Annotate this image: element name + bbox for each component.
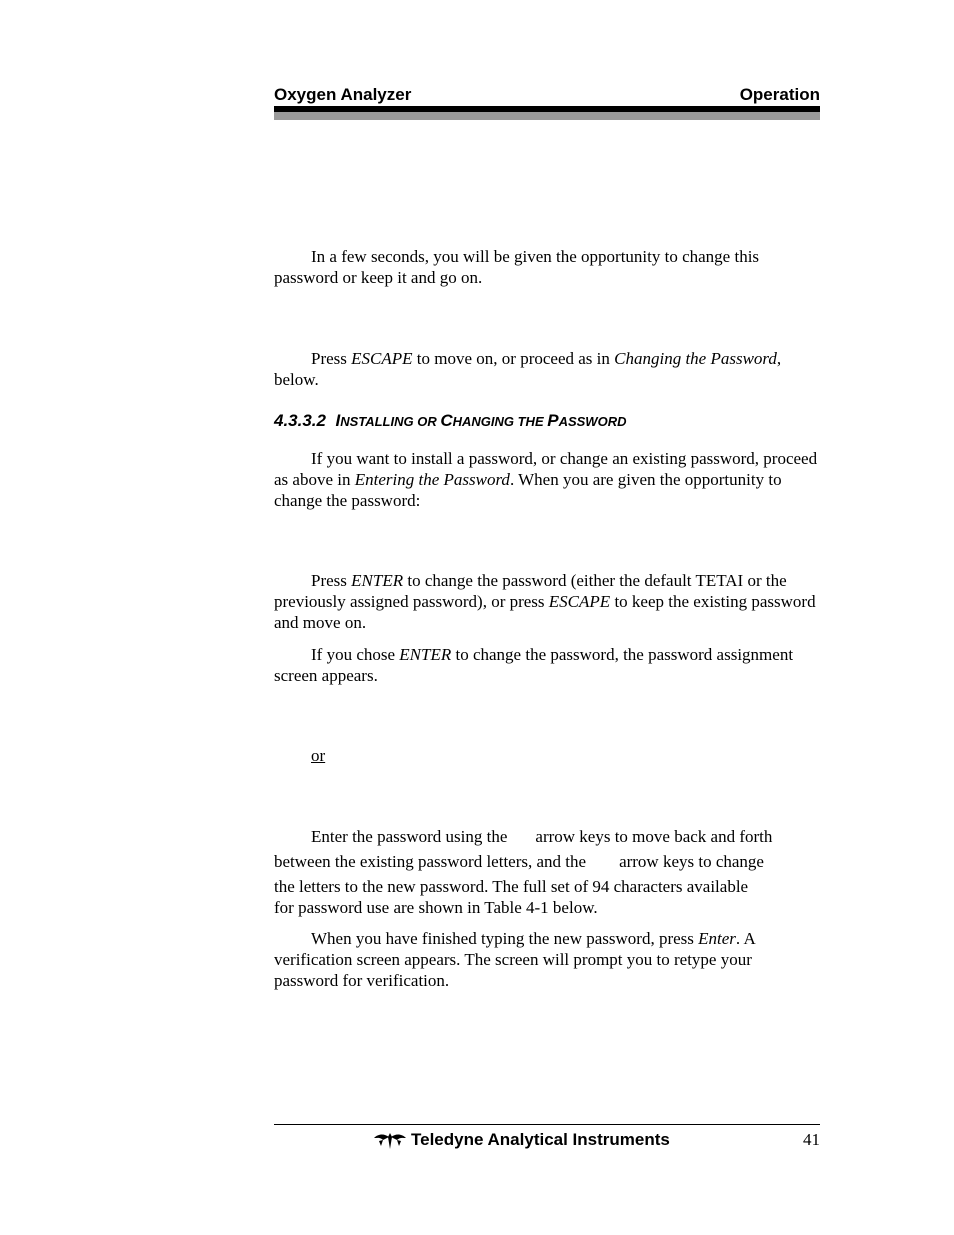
- paragraph-assignment-screen: If you chose ENTER to change the password, the password assignment screen appears.: [274, 645, 794, 685]
- teledyne-logo-icon: [373, 1131, 407, 1151]
- paragraph-verification: When you have finished typing the new password, press Enter. A verification screen appears. The screen will prompt you to retype your password for verification.: [274, 929, 755, 990]
- paragraph-install-password: If you want to install a password, or change an existing password, proceed as above in Entering the Password. When you are given the opportunity to change the password:: [274, 449, 818, 510]
- footer-rule: [274, 1124, 820, 1125]
- page-number: 41: [803, 1130, 820, 1149]
- running-header-section: Operation: [739, 85, 820, 104]
- paragraph-press-escape: Press ESCAPE to move on, or proceed as in Changing the Password, below.: [274, 349, 782, 389]
- section-heading: 4.3.3.2 INSTALLING OR CHANGING THE PASSWORD: [274, 411, 627, 430]
- paragraph-change-opportunity: In a few seconds, you will be given the opportunity to change this password or keep it and go on.: [274, 247, 760, 287]
- header-rule-shadow: [274, 112, 820, 120]
- footer-brand: Teledyne Analytical Instruments: [411, 1130, 670, 1149]
- or-separator: or: [311, 746, 326, 765]
- paragraph-press-enter: Press ENTER to change the password (either the default TETAI or the previously assigned password), or press ESCAPE to keep the existing password and move on.: [274, 571, 816, 632]
- running-header-title: Oxygen Analyzer: [274, 85, 412, 104]
